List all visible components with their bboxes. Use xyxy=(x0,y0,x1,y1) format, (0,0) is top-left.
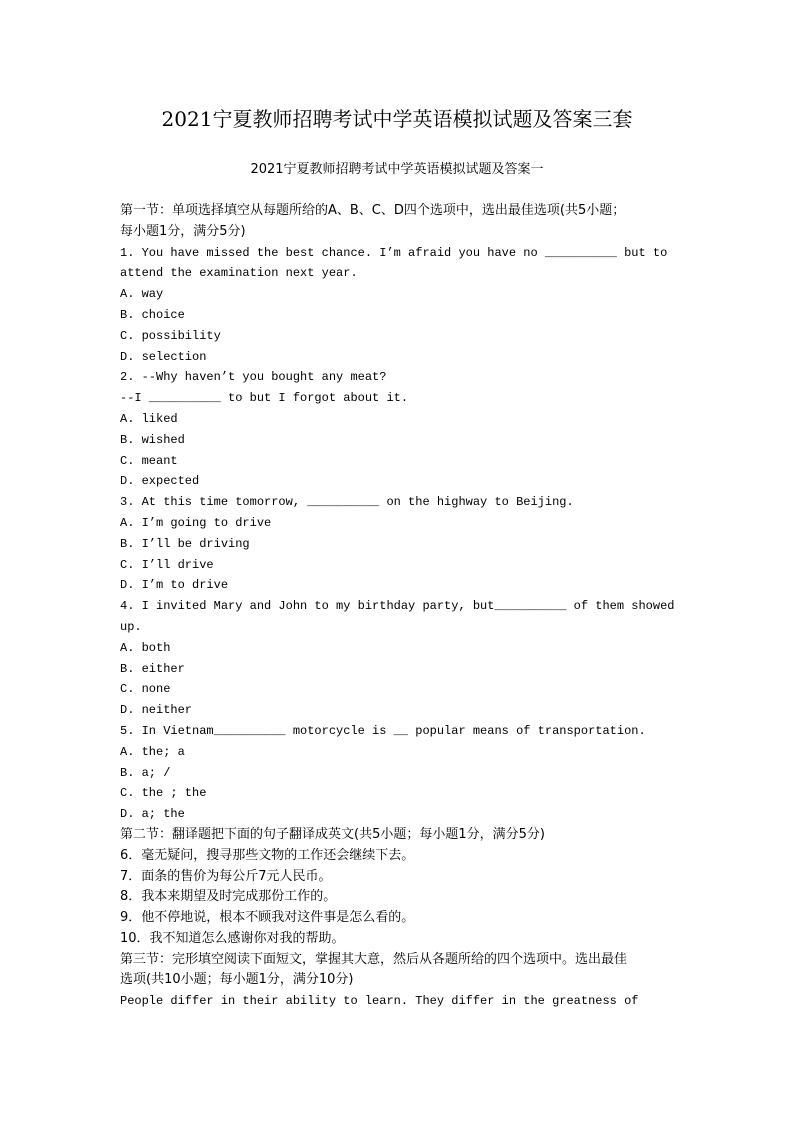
question-4-option-c: C. none xyxy=(120,682,171,697)
document-subtitle: 2021宁夏教师招聘考试中学英语模拟试题及答案一 xyxy=(250,162,544,177)
question-1-stem: 1. You have missed the best chance. I’m afraid you have no __________ but to xyxy=(120,245,668,260)
section3-heading-cont: 选项(共10小题；每小题1分，满分10分) xyxy=(120,972,354,988)
translation-item-10: 10．我不知道怎么感谢你对我的帮助。 xyxy=(120,930,345,946)
translation-item-9: 9．他不停地说，根本不顾我对这件事是怎么看的。 xyxy=(120,910,415,926)
question-4-option-a: A. both xyxy=(120,640,171,655)
question-3-option-a: A. I’m going to drive xyxy=(120,515,272,530)
question-2-stem-cont: --I __________ to but I forgot about it. xyxy=(120,391,409,406)
question-2-option-b: B. wished xyxy=(120,432,185,447)
document-body xyxy=(120,201,680,1012)
question-4-stem-cont: up. xyxy=(120,619,142,634)
question-4-option-b: B. either xyxy=(120,661,185,676)
question-5-stem: 5. In Vietnam__________ motorcycle is __ popular means of transportation. xyxy=(120,723,646,738)
question-3-option-b: B. I’ll be driving xyxy=(120,536,250,551)
question-5-option-a: A. the; a xyxy=(120,744,185,759)
question-3-stem: 3. At this time tomorrow, __________ on the highway to Beijing. xyxy=(120,495,574,510)
question-2-option-d: D. expected xyxy=(120,474,200,489)
question-1-stem-cont: attend the examination next year. xyxy=(120,266,358,281)
question-2-option-a: A. liked xyxy=(120,411,178,426)
question-1-option-d: D. selection xyxy=(120,349,207,364)
section3-heading: 第三节：完形填空阅读下面短文，掌握其大意，然后从各题所给的四个选项中。选出最佳 xyxy=(120,951,628,967)
section2-heading: 第二节：翻译题把下面的句子翻译成英文(共5小题；每小题1分，满分5分) xyxy=(120,826,545,842)
translation-item-6: 6．毫无疑问，搜寻那些文物的工作还会继续下去。 xyxy=(120,847,415,863)
question-1-option-c: C. possibility xyxy=(120,328,221,343)
section1-heading: 第一节：单项选择填空从每题所给的A、B、C、D四个选项中，选出最佳选项(共5小题； xyxy=(120,203,626,218)
question-1-option-a: A. way xyxy=(120,287,164,302)
question-1-option-b: B. choice xyxy=(120,307,185,322)
section1-heading-cont: 每小题1分，满分5分) xyxy=(120,223,246,239)
question-4-stem: 4. I invited Mary and John to my birthday party, but__________ of them showed xyxy=(120,599,675,614)
question-3-option-c: C. I’ll drive xyxy=(120,557,214,572)
question-5-option-c: C. the ; the xyxy=(120,786,207,801)
question-2-stem: 2. --Why haven’t you bought any meat? xyxy=(120,370,387,385)
document-title: 2021宁夏教师招聘考试中学英语模拟试题及答案三套 xyxy=(161,107,633,131)
question-5-option-b: B. a; / xyxy=(120,765,171,780)
cloze-passage-line: People differ in their ability to learn. They differ in the greatness of xyxy=(120,994,639,1009)
question-5-option-d: D. a; the xyxy=(120,807,185,822)
question-3-option-d: D. I’m to drive xyxy=(120,578,229,593)
question-4-option-d: D. neither xyxy=(120,703,193,718)
question-2-option-c: C. meant xyxy=(120,453,178,468)
translation-item-8: 8．我本来期望及时完成那份工作的。 xyxy=(120,889,337,905)
translation-item-7: 7．面条的售价为每公斤7元人民币。 xyxy=(120,868,332,884)
